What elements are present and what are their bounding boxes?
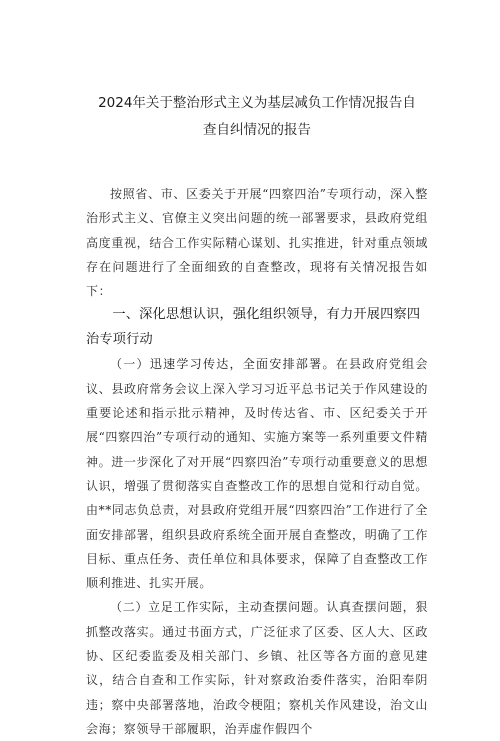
document-title [86,92,428,142]
section-heading-1: 一、深化思想认识，强化组织领导，有力开展四察四治专项行动 [86,307,421,347]
title-spacer [86,142,428,182]
title-line-1: 2024年关于整治形式主义为基层减负工作情况报告自 [98,95,416,111]
paragraph-1 [86,352,428,595]
paragraph-2-body: 认真查摆问题，狠抓整改落实。通过书面方式，广泛征求了区委、区人大、区政协、区纪委监委及相关部门、乡镇、社区等各方面的意见建议，结合自查和工作实际，针对察政治委件落实，治阳奉阴违；察中央部署落地，治政令梗阻；察机关作风建设，治文山会海；察领导干部履职，治弄虚作假四个 [86,600,428,736]
title-line-2: 查自纠情况的报告 [203,122,311,138]
intro-paragraph: 按照省、市、区委关于开展“四察四治”专项行动，深入整治形式主义、官僚主义突出问题的统一部署要求，县政府党组高度重视，结合工作实际精心谋划、扎实推进，针对重点领域存在问题进行了全面细致的自查整改，现将有关情况报告如下： [86,187,428,299]
paragraph-2-lead: （二）立足工作实际，主动查摆问题。 [110,600,327,615]
paragraph-2 [86,595,428,741]
paragraph-1-lead: （一）迅速学习传达，全面安排部署。 [110,357,336,372]
paragraph-1-body: 在县政府党组会议、县政府常务会议上深入学习习近平总书记关于作风建设的重要论述和指示批示精神，及时传达省、市、区纪委关于开展“四察四治”专项行动的通知、实施方案等一系列重要文件精神。进一步深化了对开展“四察四治”专项行动重要意义的思想认识，增强了贯彻落实自查整改工作的思想自觉和行动自觉。由**同志负总责，对县政府党组开展“四察四治”工作进行了全面安排部署，组织县政府系统全面开展自查整改，明确了工作目标、重点任务、责任单位和具体要求，保障了自查整改工作顺利推进、扎实开展。 [86,357,429,591]
